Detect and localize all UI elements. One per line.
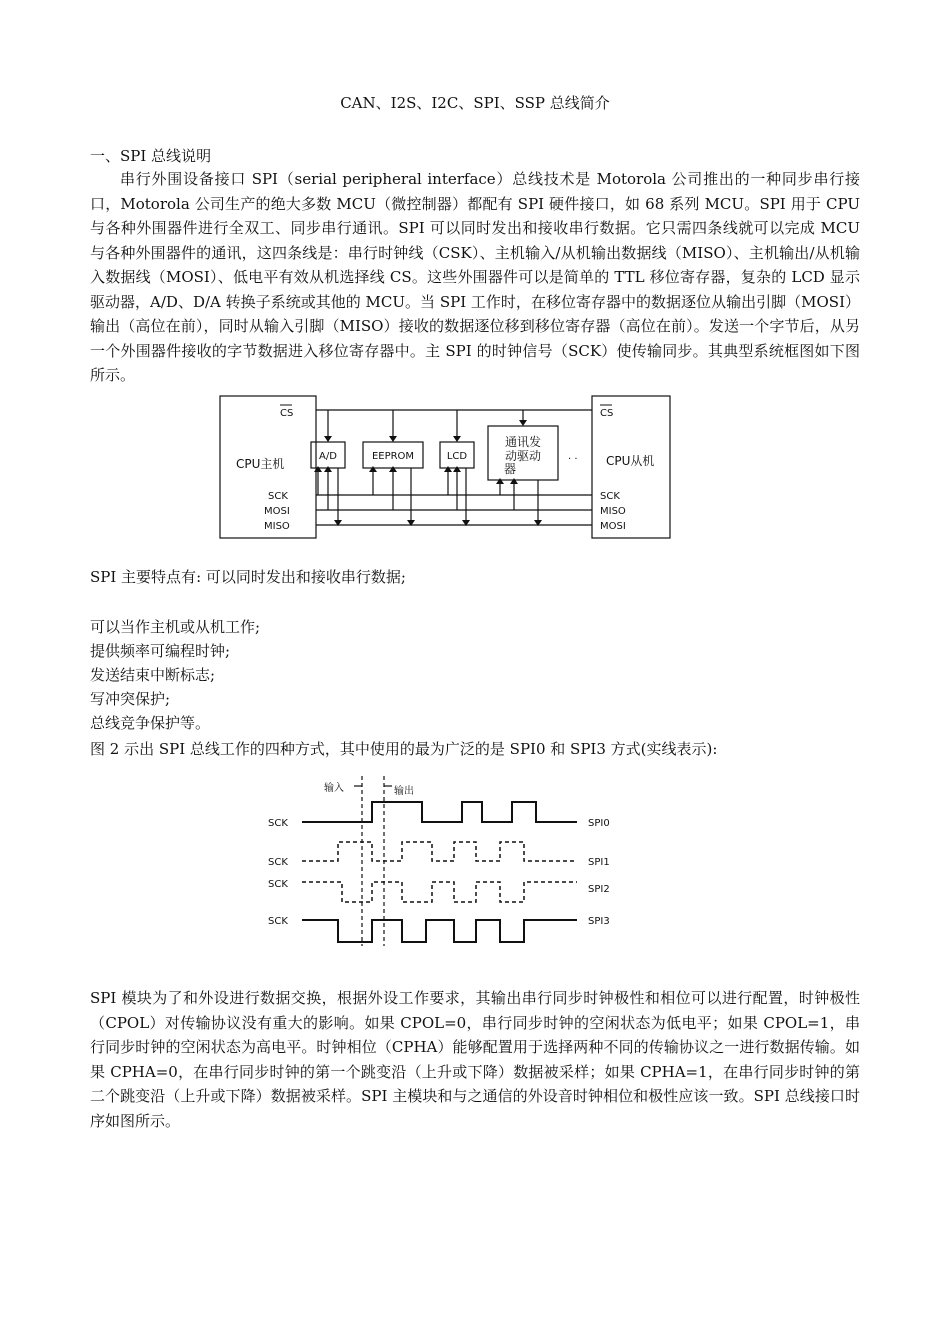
spi3-waveform: [302, 920, 577, 942]
figure-2-intro: 图 2 示出 SPI 总线工作的四种方式，其中使用的最为广泛的是 SPI0 和 SPI3 方式(实线表示):: [90, 740, 718, 758]
device-lcd-label: LCD: [446, 451, 468, 462]
document-title: CAN、I2S、I2C、SPI、SSP 总线简介: [340, 94, 610, 112]
paragraph-spi-intro: 串行外围设备接口 SPI（serial peripheral interface）总线技术是 Motorola 公司推出的一种同步串行接口，Motorola 公司生产的绝大多数 MCU（微控制器）都配有 SPI 硬件接口，如 68 系列 MCU。SPI 用于 CPU 与各种外围器件进行全双工、同步串行通讯。SPI 可以同时发出和接收串行数据。它只需四条线就可以完成 MCU 与各种外围器件的通讯，这四条线是：串行时钟线（CSK）、主机输入/从机输出数据线（MISO）、主机输出/从机输入数据线（MOSI）、低电平有效从机选择线 CS。这些外围器件可以是简单的 TTL 移位寄存器，复杂的 LCD 显示驱动器，A/D、D/A 转换子系统或其他的 MCU。当 SPI 工作时，在移位寄存器中的数据逐位从输出引脚（MOSI）输出（高位在前），同时从输入引脚（MISO）接收的数据逐位移到移位寄存器（高位在前）。发送一个字节后，从另一个外围器件接收的字节数据进入移位寄存器中。主 SPI 的时钟信号（SCK）使传输同步。其典型系统框图如下图所示。: [90, 170, 860, 384]
slave-pin-sck: SCK: [600, 491, 620, 502]
feature-item-3: 发送结束中断标志;: [90, 666, 216, 684]
row-4-right-label: SPI3: [588, 916, 610, 927]
feature-item-5: 总线竞争保护等。: [90, 714, 211, 732]
more-devices-dots: · ·: [568, 454, 578, 465]
row-2-left-label: SCK: [268, 857, 288, 868]
spi2-waveform: [302, 882, 577, 902]
slave-pin-mosi: MOSI: [600, 521, 626, 532]
section-heading: 一、SPI 总线说明: [90, 147, 212, 165]
device-eeprom-label: EEPROM: [371, 451, 415, 462]
master-pin-sck: SCK: [268, 491, 288, 502]
paragraph-cpol-cpha: SPI 模块为了和外设进行数据交换，根据外设工作要求，其输出串行同步时钟极性和相位可以进行配置，时钟极性（CPOL）对传输协议没有重大的影响。如果 CPOL=0，串行同步时钟的空闲状态为低电平；如果 CPOL=1，串行同步时钟的空闲状态为高电平。时钟相位（CPHA）能够配置用于选择两种不同的传输协议之一进行数据传输。如果 CPHA=0，在串行同步时钟的第一个跳变沿（上升或下降）数据被采样；如果 CPHA=1，在串行同步时钟的第二个跳变沿（上升或下降）数据被采样。SPI 主模块和与之通信的外设音时钟相位和极性应该一致。SPI 总线接口时序如图所示。: [90, 989, 860, 1130]
output-label: 输出: [394, 786, 414, 797]
master-label: CPU主机: [236, 457, 285, 471]
row-3-right-label: SPI2: [588, 884, 610, 895]
feature-item-4: 写冲突保护;: [90, 690, 171, 708]
slave-cs-label: CS: [600, 408, 614, 419]
master-pin-miso: MISO: [264, 521, 290, 532]
master-pin-mosi: MOSI: [264, 506, 290, 517]
feature-item-1: 可以当作主机或从机工作;: [90, 618, 261, 636]
spi1-waveform: [302, 842, 577, 861]
device-driver-label-line2: 动驱动: [504, 449, 542, 463]
features-intro: SPI 主要特点有: 可以同时发出和接收串行数据;: [90, 568, 406, 586]
device-adc-label: A/D: [319, 451, 337, 462]
slave-label: CPU从机: [606, 454, 655, 468]
spi-timing-modes-diagram: [262, 774, 628, 950]
device-driver-label-line3: 器: [503, 462, 517, 476]
master-cs-label: CS: [280, 408, 294, 419]
spi-system-block-diagram: [218, 394, 674, 542]
row-3-left-label: SCK: [268, 879, 288, 890]
row-1-left-label: SCK: [268, 818, 288, 829]
row-2-right-label: SPI1: [588, 857, 610, 868]
row-1-right-label: SPI0: [588, 818, 610, 829]
feature-item-2: 提供频率可编程时钟;: [90, 642, 231, 660]
row-4-left-label: SCK: [268, 916, 288, 927]
input-label: 输入: [324, 783, 344, 794]
spi0-waveform: [302, 802, 577, 822]
slave-pin-miso: MISO: [600, 506, 626, 517]
device-driver-label-line1: 通讯发: [504, 435, 542, 449]
